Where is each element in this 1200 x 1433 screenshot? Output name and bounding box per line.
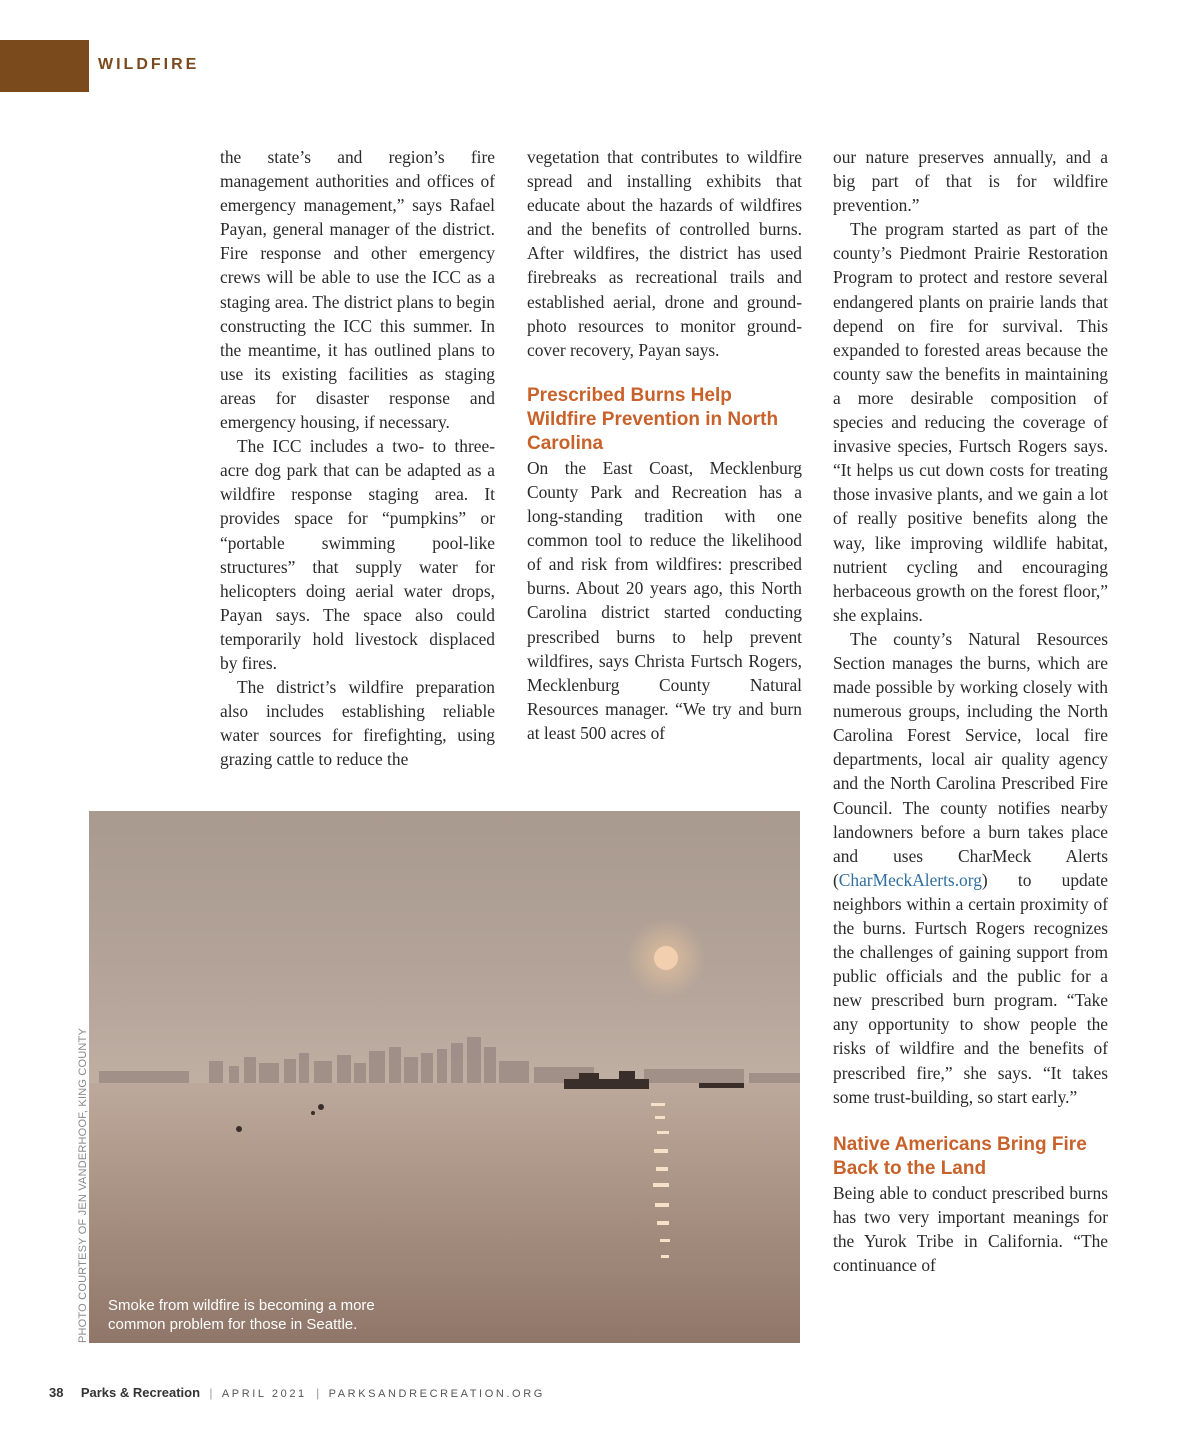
paragraph: The program started as part of the county’s Piedmont Prairie Restoration Program to protect and restore several endangered plants on prairie lands that depend on fire for survival. This expanded to forested areas because the county saw the benefits in maintaining a more desirable composition of species and reducing the coverage of invasive species, Furtsch Rogers says. “It helps us cut down costs for treating those invasive plants, and we gain a lot of really positive benefits along the way, like improving wildlife habitat, nutrient cycling and encouraging herbaceous growth on the forest floor,” she explains. <box>833 219 1108 625</box>
photo-illustration <box>89 811 800 1343</box>
paragraph: our nature preserves annually, and a big part of that is for wildfire prevention.” <box>833 147 1108 216</box>
caption-line: Smoke from wildfire is becoming a more <box>108 1297 375 1314</box>
seattle-smoke-photo <box>89 811 800 1343</box>
city-skyline <box>99 1037 800 1083</box>
magazine-name: Parks & Recreation <box>80 1385 201 1400</box>
footer-separator: | <box>316 1386 320 1400</box>
article-column-3 <box>833 145 1108 1277</box>
website-link[interactable]: PARKSANDRECREATION.ORG <box>328 1388 545 1400</box>
photo-caption <box>108 1296 428 1334</box>
paragraph: vegetation that contributes to wildfire spread and installing exhibits that educate about the hazards of wildfires and the benefits of controlled burns. After wildfires, the district has used firebreaks as recreational trails and established aerial, drone and ground-photo resources to monitor ground-cover recovery, Payan says. <box>527 147 802 360</box>
page-footer <box>49 1385 545 1400</box>
paragraph-text: ) to update neighbors within a certain proximity of the burns. Furtsch Rogers recognizes the challenges of gaining support from public officials and the public for a new prescribed burn program. “Take any opportunity to show people the risks of wildfire and the benefits of prescribed fire,” she says. “It takes some trust-building, so start early.” <box>833 869 1108 1107</box>
charmeck-alerts-link[interactable]: CharMeckAlerts.org <box>838 869 982 890</box>
section-heading: Native Americans Bring Fire Back to the Land <box>833 1133 1087 1179</box>
article-column-2 <box>527 145 802 745</box>
paragraph: The district’s wildfire preparation also includes establishing reliable water sources for firefighting, using grazing cattle to reduce the <box>220 677 495 770</box>
issue-date: APRIL 2021 <box>221 1388 307 1400</box>
paragraph: On the East Coast, Mecklenburg County Park and Recreation has a long-standing tradition with one common tool to reduce the likelihood of and risk from wildfires: prescribed burns. About 20 years ago, this North Carolina district started conducting prescribed burns to help prevent wildfires, says Christa Furtsch Rogers, Mecklenburg County Natural Resources manager. “We try and burn at least 500 acres of <box>527 457 802 743</box>
paragraph: the state’s and region’s fire management authorities and offices of emergency management,” says Rafael Payan, general manager of the district. Fire response and other emergency crews will be able to use the ICC as a staging area. The district plans to begin constructing the ICC this summer. In the meantime, it has outlined plans to use its existing facilities as staging areas for disaster response and emergency housing, if necessary. <box>220 147 495 433</box>
photo-credit: PHOTO COURTESY OF JEN VANDERHOOF, KING COUNTY <box>77 1027 89 1343</box>
page-number: 38 <box>49 1385 64 1400</box>
article-column-1 <box>220 145 495 771</box>
caption-line: common problem for those in Seattle. <box>108 1316 358 1333</box>
section-heading: Prescribed Burns Help Wildfire Prevention in North Carolina <box>527 384 779 454</box>
section-tab <box>0 40 89 92</box>
sun <box>654 946 678 970</box>
section-label: WILDFIRE <box>98 56 200 73</box>
paragraph: The ICC includes a two- to three-acre dog park that can be adapted as a wildfire response staging area. It provides space for “pumpkins” or “portable swimming pool-like structures” that supply water for helicopters doing aerial water drops, Payan says. The space also could temporarily hold livestock displaced by fires. <box>220 436 495 673</box>
paragraph: Being able to conduct prescribed burns has two very important meanings for the Yurok Tribe in California. “The continuance of <box>833 1182 1108 1276</box>
paragraph-text: The county’s Natural Resources Section manages the burns, which are made possible by working closely with numerous groups, including the North Carolina Forest Service, local fire departments, local air quality agency and the North Carolina Prescribed Fire Council. The county notifies nearby landowners before a burn takes place and uses CharMeck Alerts ( <box>833 628 1108 890</box>
paragraph <box>833 627 1108 1109</box>
footer-separator: | <box>209 1386 213 1400</box>
